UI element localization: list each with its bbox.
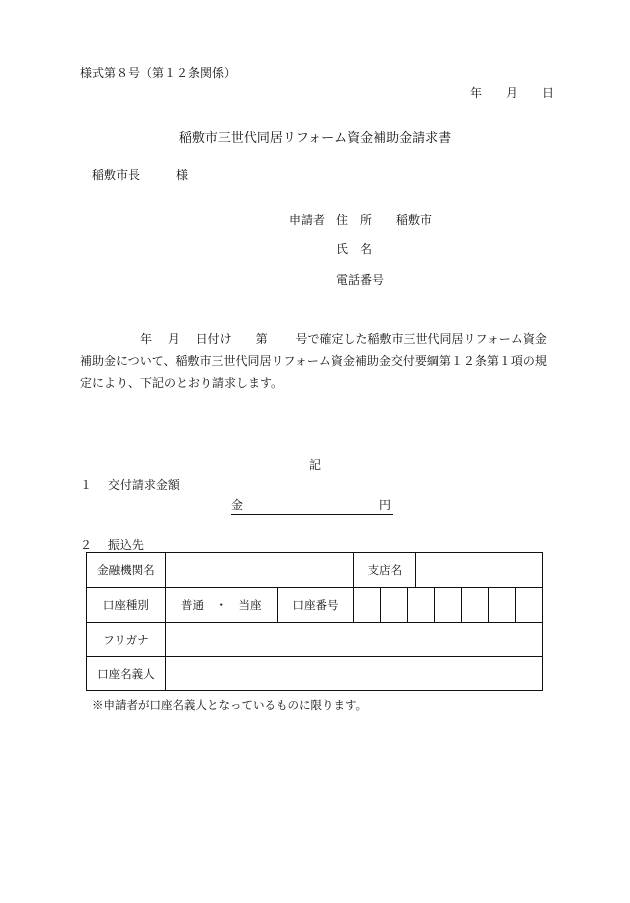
- furigana-label: フリガナ: [87, 623, 166, 657]
- amount-prefix: 金: [231, 498, 244, 512]
- item2-label: ２ 振込先: [80, 538, 144, 552]
- amount-field[interactable]: [231, 496, 393, 515]
- form-number: 様式第８号（第１２条関係）: [80, 66, 237, 80]
- furigana-row: [87, 623, 543, 657]
- document-title: 稲敷市三世代同居リフォーム資金補助金請求書: [178, 131, 452, 146]
- holder-label: 口座名義人: [87, 657, 166, 691]
- tel-label: 電話番号: [336, 273, 385, 287]
- institution-row: [87, 553, 543, 588]
- honorific: 様: [176, 168, 189, 182]
- ki-heading: 記: [308, 458, 321, 472]
- account-type-label: 口座種別: [87, 588, 166, 623]
- account-row: [87, 588, 543, 623]
- date-year: 年: [470, 86, 483, 100]
- applicant-label: 申請者: [289, 213, 326, 227]
- institution-input[interactable]: [165, 553, 354, 588]
- amount-suffix: 円: [378, 498, 391, 512]
- account-number-label: 口座番号: [277, 588, 354, 623]
- footnote: ※申請者が口座名義人となっているものに限ります。: [92, 698, 368, 712]
- address-label: 住 所: [336, 213, 373, 227]
- date-day: 日: [542, 86, 555, 100]
- furigana-input[interactable]: [165, 623, 542, 657]
- bank-table: [86, 552, 543, 691]
- account-number-input[interactable]: [354, 588, 543, 623]
- name-label: 氏 名: [336, 242, 373, 256]
- item1-label: １ 交付請求金額: [80, 478, 180, 492]
- addressee: [92, 166, 188, 183]
- institution-label: 金融機関名: [87, 553, 166, 588]
- mayor-label: 稲敷市長: [92, 168, 141, 182]
- branch-input[interactable]: [416, 553, 543, 588]
- address-value: 稲敷市: [396, 213, 433, 227]
- holder-row: [87, 657, 543, 691]
- account-type-options[interactable]: 普通 ・ 当座: [165, 588, 277, 623]
- branch-label: 支店名: [354, 553, 416, 588]
- holder-input[interactable]: [165, 657, 542, 691]
- date-month: 月: [506, 86, 519, 100]
- date-line: [470, 84, 554, 101]
- request-paragraph: 年 月 日付け 第 号で確定した稲敷市三世代同居リフォーム資金補助金について、稲敷市三世代同居リフォーム資金補助金交付要綱第１２条第１項の規定により、下記のとおり請求します。: [80, 332, 547, 390]
